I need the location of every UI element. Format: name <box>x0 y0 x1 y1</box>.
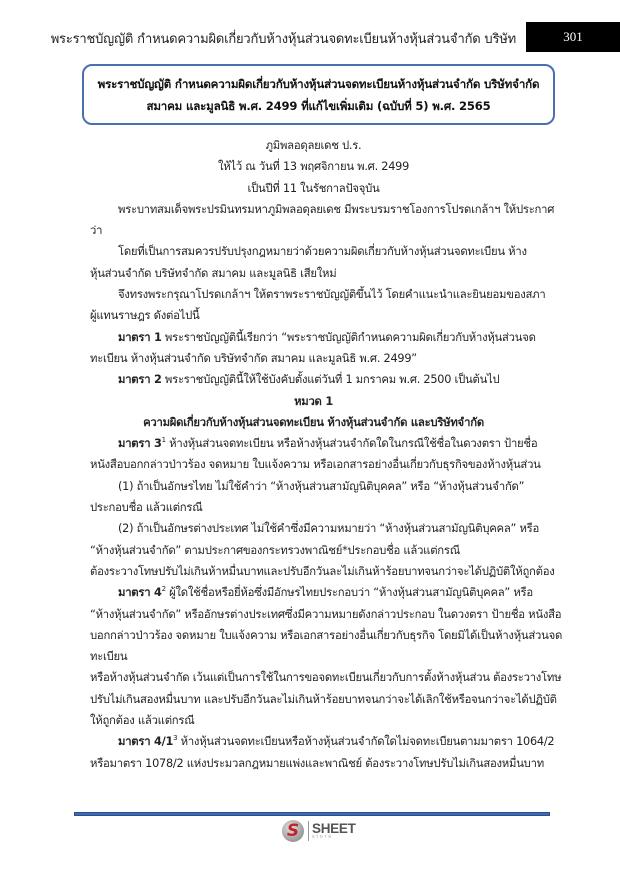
section-4-line-7: ให้ถูกต้อง แล้วแต่กรณี <box>90 714 195 728</box>
logo-divider <box>308 821 309 841</box>
section-4-1-label: มาตรา 4/1 <box>118 735 174 749</box>
section-4-1-text: ห้างหุ้นส่วนจดทะเบียนหรือห้างหุ้นส่วนจำกัดใดไม่จดทะเบียนตามมาตรา 1064/2 <box>177 735 555 749</box>
document-body <box>90 135 563 774</box>
section-4-text: ผู้ใดใช้ชื่อหรือยี่ห้อซึ่งมีอักษรไทยประกอบว่า “ห้างหุ้นส่วนสามัญนิติบุคคล” หรือ <box>165 586 533 600</box>
section-2-text: พระราชบัญญัตินี้ให้ใช้บังคับตั้งแต่วันที่ 1 มกราคม พ.ศ. 2500 เป็นต้นไป <box>161 373 500 387</box>
section-3-penalty: ต้องระวางโทษปรับไม่เกินห้าหมื่นบาทและปรับอีกวันละไม่เกินห้าร้อยบาทจนกว่าจะได้ปฏิบัติให้ถูกต้อง <box>90 564 555 578</box>
section-3-cont: หนังสือบอกกล่าวป่าวร้อง จดหมาย ใบแจ้งความ หรือเอกสารอย่างอื่นเกี่ยวกับธุรกิจของห้างหุ้นส่วน <box>90 458 541 472</box>
chapter-title: ความผิดเกี่ยวกับห้างหุ้นส่วนจดทะเบียน ห้างหุ้นส่วนจำกัด และบริษัทจำกัด <box>143 415 484 429</box>
preamble-paragraph-2: โดยที่เป็นการสมควรปรับปรุงกฎหมายว่าด้วยความผิดเกี่ยวกับห้างหุ้นส่วนจดทะเบียน ห้าง <box>118 245 527 259</box>
preamble-paragraph-3: จึงทรงพระกรุณาโปรดเกล้าฯ ให้ตราพระราชบัญญัติขึ้นไว้ โดยคำแนะนำและยินยอมของสภา <box>118 288 546 302</box>
section-3-item-2: (2) ถ้าเป็นอักษรต่างประเทศ ไม่ใช้คำซึ่งมีความหมายว่า “ห้างหุ้นส่วนสามัญนิติบุคคล” หรือ <box>118 522 540 536</box>
footnote-marker-3: 3 <box>173 734 178 743</box>
section-4-line-3: บอกกล่าวป่าวร้อง จดหมาย ใบแจ้งความ หรือเอกสารอย่างอื่นเกี่ยวกับธุรกิจ โดยมิได้เป็นห้างหุ้นส่วนจด <box>90 628 563 642</box>
chapter-number: หมวด 1 <box>294 394 333 408</box>
given-date: ให้ไว้ ณ วันที่ 13 พฤศจิกายน พ.ศ. 2499 <box>217 160 410 174</box>
section-1-label: มาตรา 1 <box>118 330 162 344</box>
preamble-paragraph-1-cont: ว่า <box>90 224 103 238</box>
section-1-text: พระราชบัญญัตินี้เรียกว่า “พระราชบัญญัติกำหนดความผิดเกี่ยวกับห้างหุ้นส่วนจด <box>161 330 536 344</box>
section-2 <box>90 369 537 390</box>
section-1-cont: ทะเบียน ห้างหุ้นส่วนจำกัด บริษัทจำกัด สมาคม และมูลนิธิ พ.ศ. 2499” <box>90 351 417 365</box>
section-4-label: มาตรา 4 <box>118 586 162 600</box>
section-4-1 <box>90 731 555 752</box>
section-3-item-1: (1) ถ้าเป็นอักษรไทย ไม่ใช้คำว่า “ห้างหุ้นส่วนสามัญนิติบุคคล” หรือ “ห้างหุ้นส่วนจำกัด” <box>118 479 525 493</box>
section-4-line-5: หรือห้างหุ้นส่วนจำกัด เว้นแต่เป็นการใช้ในการขอจดทะเบียนเกี่ยวกับการตั้งห้างหุ้นส่วน ต้องระวางโทษ <box>90 671 562 685</box>
footer-rule <box>74 812 550 816</box>
section-3-item-2-cont: “ห้างหุ้นส่วนจำกัด” ตามประกาศของกระทรวงพาณิชย์*ประกอบชื่อ แล้วแต่กรณี <box>90 543 460 557</box>
section-3-text: ห้างหุ้นส่วนจดทะเบียน หรือห้างหุ้นส่วนจำกัดใดในกรณีใช้ชื่อในดวงตรา ป้ายชื่อ <box>165 437 538 451</box>
reign-year: เป็นปีที่ 11 ในรัชกาลปัจจุบัน <box>247 181 380 195</box>
section-1 <box>90 327 537 348</box>
royal-signature: ภูมิพลอดุลยเดช ป.ร. <box>265 139 362 152</box>
preamble-paragraph-2-cont: หุ้นส่วนจำกัด บริษัทจำกัด สมาคม และมูลนิธิ เสียใหม่ <box>90 266 337 280</box>
section-4-line-2: “ห้างหุ้นส่วนจำกัด” หรืออักษรต่างประเทศซึ่งมีความหมายดังกล่าวประกอบ ในดวงตรา ป้ายชื่อ หนังสือ <box>90 607 562 621</box>
section-4-line-6: ปรับไม่เกินสองหมื่นบาท และปรับอีกวันละไม่เกินห้าร้อยบาทจนกว่าจะได้เลิกใช้หรือจนกว่าจะได้ปฏิบัติ <box>90 692 557 706</box>
footnote-marker-1: 1 <box>161 436 166 445</box>
preamble-paragraph-1: พระบาทสมเด็จพระปรมินทรมหาภูมิพลอดุลยเดช มีพระบรมราชโองการโปรดเกล้าฯ ให้ประกาศ <box>118 202 555 216</box>
logo-s-icon: S <box>282 820 304 842</box>
section-3 <box>90 433 537 454</box>
section-4 <box>90 582 537 603</box>
section-3-label: มาตรา 3 <box>118 437 162 451</box>
logo-word: SHEET <box>312 820 356 836</box>
sheet-store-logo <box>282 818 356 844</box>
act-title-line-2: สมาคม และมูลนิธิ พ.ศ. 2499 ที่แก้ไขเพิ่มเติม (ฉบับที่ 5) พ.ศ. 2565 <box>146 98 491 113</box>
section-4-line-4: ทะเบียน <box>90 650 128 664</box>
preamble-paragraph-3-cont: ผู้แทนราษฎร ดังต่อไปนี้ <box>90 309 200 323</box>
section-4-1-cont: หรือมาตรา 1078/2 แห่งประมวลกฎหมายแพ่งและพาณิชย์ ต้องระวางโทษปรับไม่เกินสองหมื่นบาท <box>90 756 544 770</box>
logo-subtitle: store <box>312 834 334 841</box>
act-title-box <box>82 64 555 125</box>
running-title: พระราชบัญญัติ กำหนดความผิดเกี่ยวกับห้างหุ้นส่วนจดทะเบียนห้างหุ้นส่วนจำกัด บริษัท <box>50 32 516 47</box>
logo-text <box>312 822 356 841</box>
act-title-line-1: พระราชบัญญัติ กำหนดความผิดเกี่ยวกับห้างหุ้นส่วนจดทะเบียนห้างหุ้นส่วนจำกัด บริษัทจำกัด <box>97 76 540 91</box>
section-3-item-1-cont: ประกอบชื่อ แล้วแต่กรณี <box>90 501 203 515</box>
section-2-label: มาตรา 2 <box>118 373 162 387</box>
page-number: 301 <box>526 22 620 52</box>
footnote-marker-2: 2 <box>161 585 166 594</box>
running-header <box>0 22 620 52</box>
